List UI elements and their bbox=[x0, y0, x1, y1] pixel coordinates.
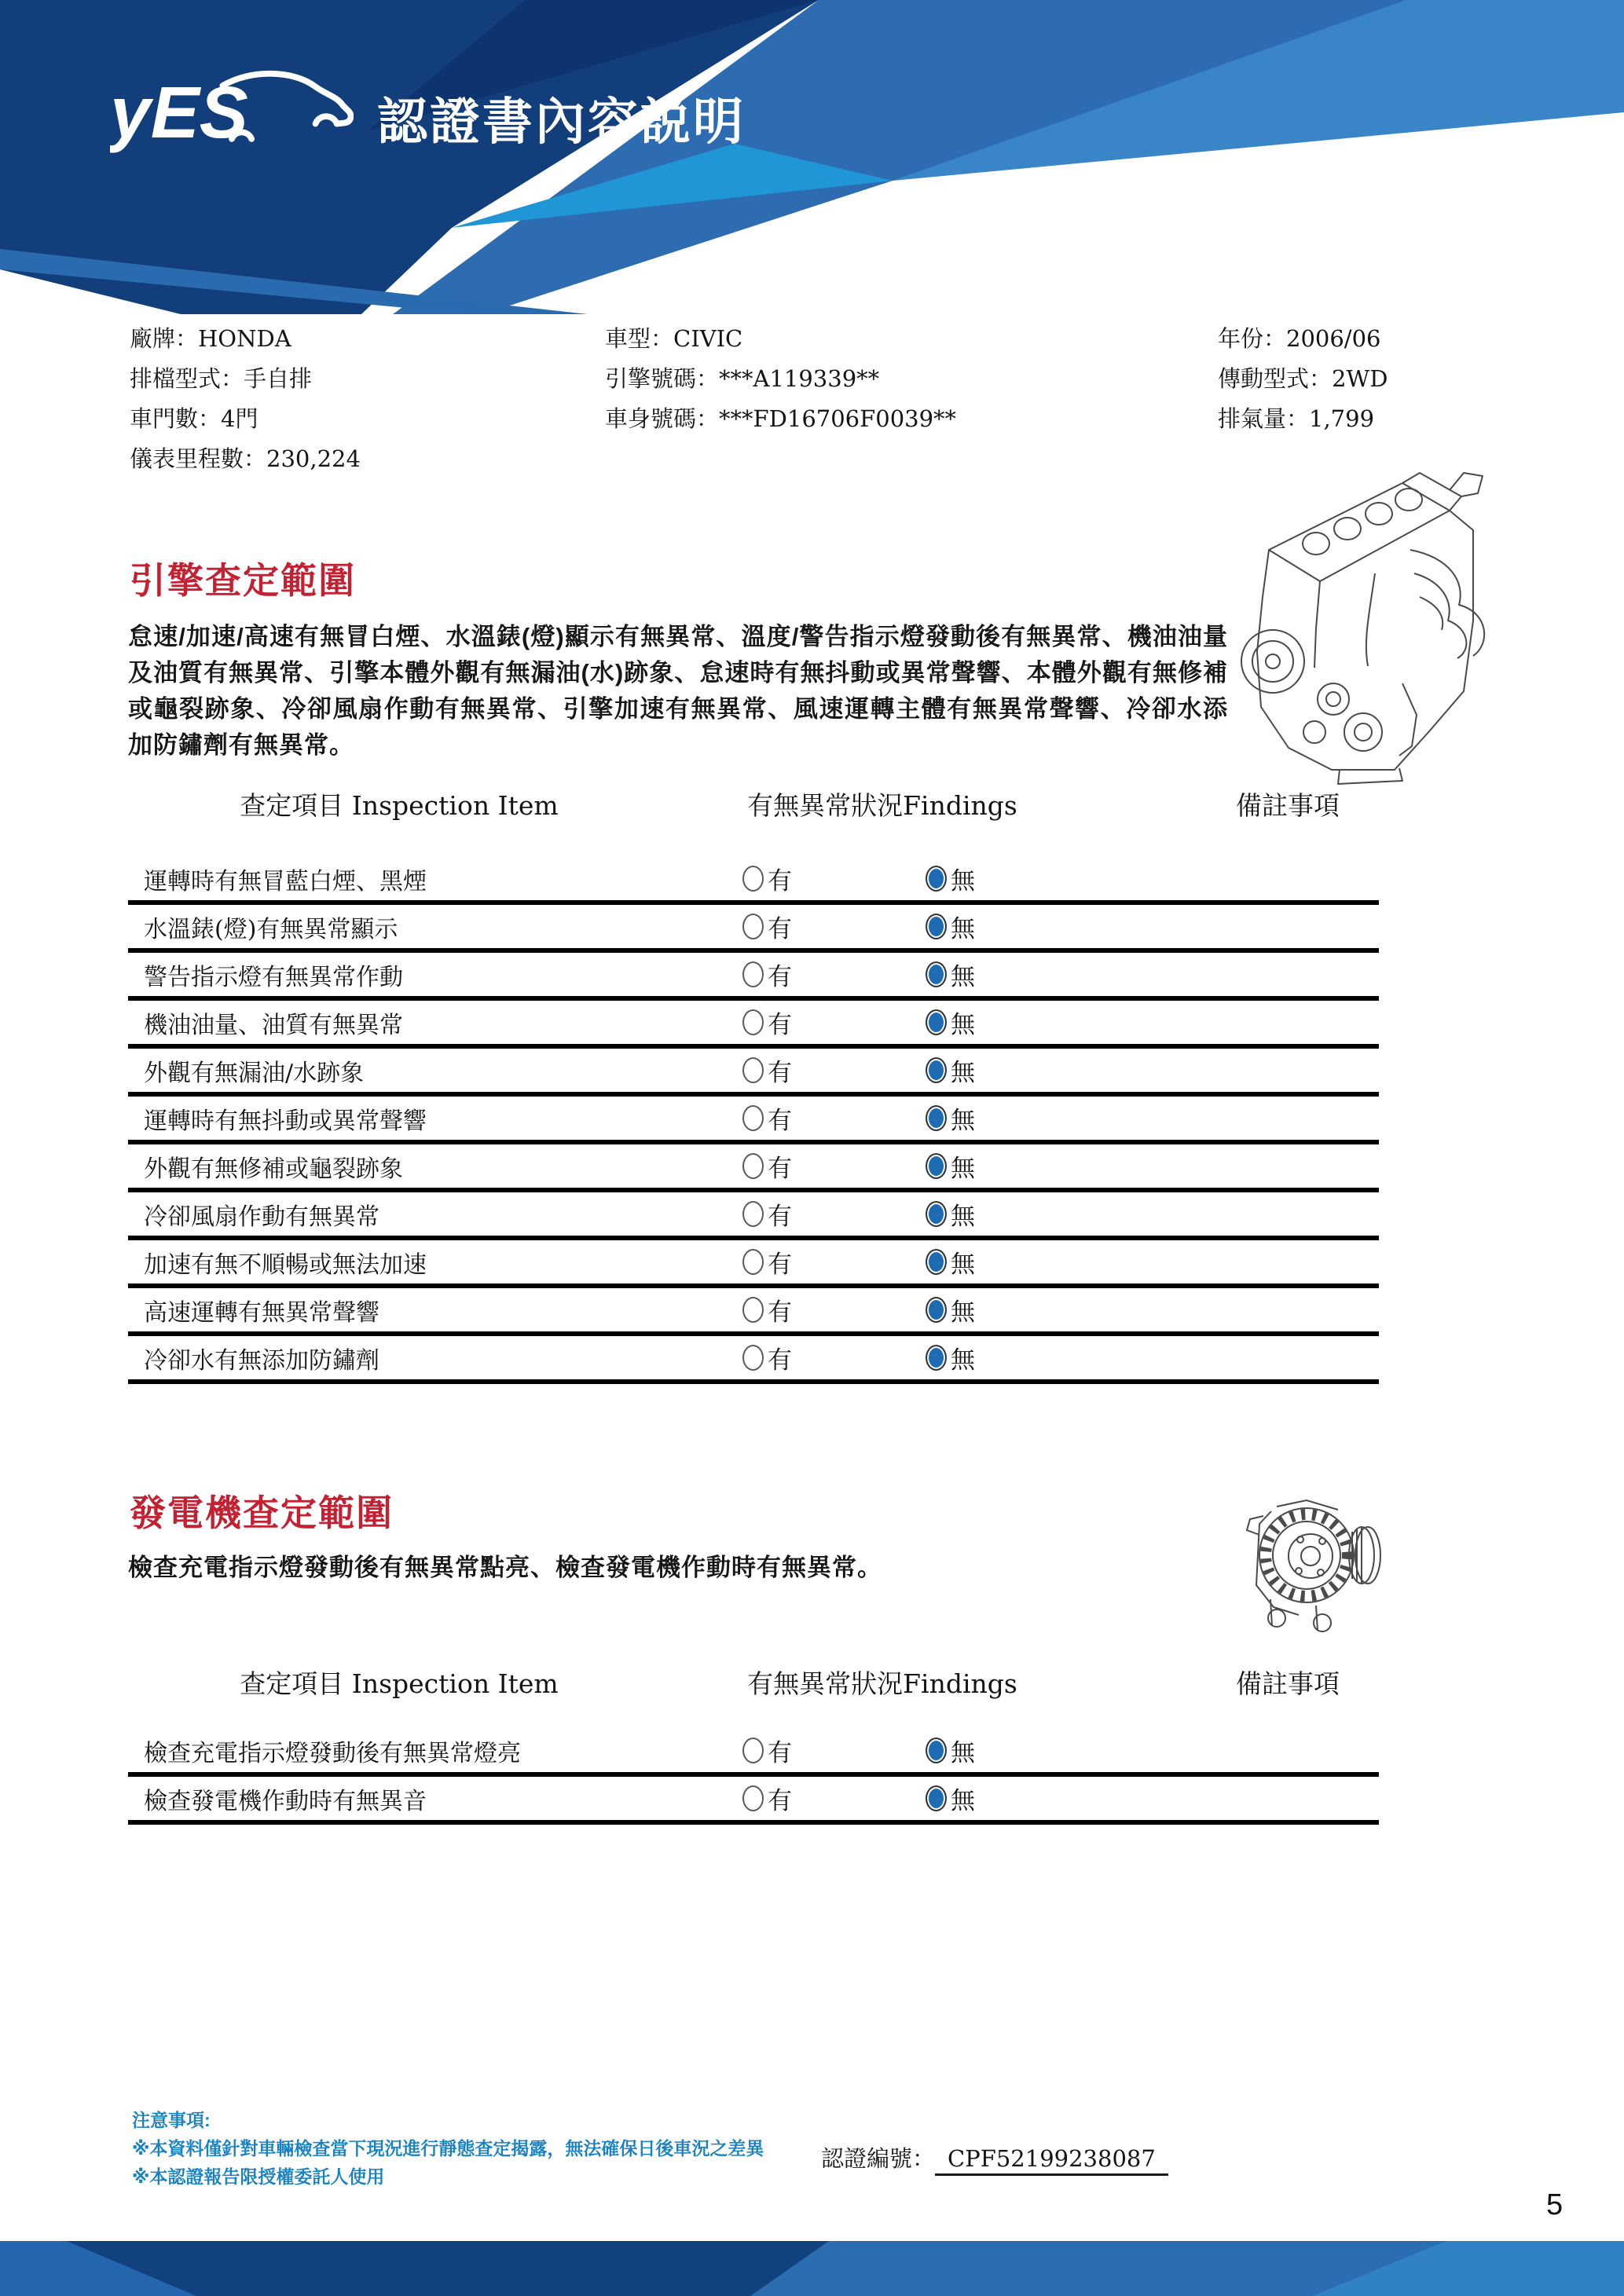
radio-unselected-icon bbox=[742, 866, 764, 892]
engine-table-body bbox=[128, 857, 1379, 1384]
inspection-row bbox=[128, 1288, 1379, 1336]
inspection-row bbox=[128, 1336, 1379, 1384]
engine-inspection-table bbox=[128, 785, 1379, 1384]
footer-band-graphic bbox=[0, 2241, 1624, 2296]
radio-label: 無 bbox=[951, 1251, 975, 1279]
page-title: 認證書內容説明 bbox=[377, 93, 746, 150]
table-header-row bbox=[128, 1664, 1379, 1701]
radio-yes-option[interactable] bbox=[742, 1049, 792, 1092]
radio-label: 無 bbox=[951, 963, 975, 991]
vehicle-engine-number: 引擎號碼：***A119339** bbox=[605, 365, 880, 392]
radio-no-option[interactable] bbox=[926, 1777, 975, 1820]
radio-unselected-icon bbox=[742, 1105, 764, 1131]
radio-label: 有 bbox=[768, 867, 792, 895]
radio-no-option[interactable] bbox=[926, 1240, 975, 1283]
vehicle-info-col3 bbox=[1218, 319, 1388, 439]
inspection-row bbox=[128, 905, 1379, 953]
radio-label: 無 bbox=[951, 915, 975, 943]
radio-yes-option[interactable] bbox=[742, 1777, 792, 1820]
generator-section-title: 發電機查定範圍 bbox=[130, 1492, 394, 1533]
footer-band bbox=[0, 2241, 1624, 2296]
radio-unselected-icon bbox=[742, 1738, 764, 1763]
radio-yes-option[interactable] bbox=[742, 953, 792, 996]
radio-selected-icon bbox=[926, 1785, 947, 1811]
header-inspection-item: 查定項目 Inspection Item bbox=[240, 790, 559, 821]
radio-no-option[interactable] bbox=[926, 1336, 975, 1379]
yes-logo bbox=[110, 63, 354, 153]
radio-selected-icon bbox=[926, 1249, 947, 1275]
yes-logo-icon bbox=[110, 63, 354, 154]
radio-yes-option[interactable] bbox=[742, 1240, 792, 1283]
header-background bbox=[0, 0, 1624, 314]
radio-yes-option[interactable] bbox=[742, 1144, 792, 1188]
inspection-item-label: 運轉時有無冒藍白煙、黑煙 bbox=[144, 867, 427, 895]
radio-label: 無 bbox=[951, 867, 975, 895]
radio-selected-icon bbox=[926, 961, 947, 987]
radio-unselected-icon bbox=[742, 1057, 764, 1083]
radio-label: 無 bbox=[951, 1107, 975, 1135]
certificate-number-field bbox=[821, 2141, 1168, 2176]
svg-text:yES: yES bbox=[110, 71, 248, 153]
inspection-item-label: 加速有無不順暢或無法加速 bbox=[144, 1251, 427, 1279]
header-inspection-item: 查定項目 Inspection Item bbox=[240, 1668, 559, 1699]
inspection-row bbox=[128, 857, 1379, 905]
radio-unselected-icon bbox=[742, 1785, 764, 1811]
radio-label: 有 bbox=[768, 1787, 792, 1815]
inspection-row bbox=[128, 1192, 1379, 1240]
radio-yes-option[interactable] bbox=[742, 1192, 792, 1236]
note-line: ※本認證報告限授權委託人使用 bbox=[132, 2166, 385, 2187]
inspection-item-label: 警告指示燈有無異常作動 bbox=[144, 963, 403, 991]
radio-no-option[interactable] bbox=[926, 905, 975, 948]
certificate-number-label: 認證編號： bbox=[821, 2145, 936, 2172]
inspection-row bbox=[128, 953, 1379, 1001]
inspection-item-label: 高速運轉有無異常聲響 bbox=[144, 1298, 379, 1327]
vehicle-odometer: 儀表里程數：230,224 bbox=[130, 445, 361, 472]
radio-label: 無 bbox=[951, 1203, 975, 1231]
radio-label: 無 bbox=[951, 1298, 975, 1327]
inspection-item-label: 冷卻水有無添加防鏽劑 bbox=[144, 1346, 379, 1375]
header-findings: 有無異常狀況Findings bbox=[747, 1668, 1017, 1699]
footer-notes bbox=[132, 2106, 764, 2191]
radio-unselected-icon bbox=[742, 961, 764, 987]
radio-label: 有 bbox=[768, 1298, 792, 1327]
radio-selected-icon bbox=[926, 1009, 947, 1035]
radio-selected-icon bbox=[926, 1105, 947, 1131]
inspection-item-label: 運轉時有無抖動或異常聲響 bbox=[144, 1107, 427, 1135]
page-number: 5 bbox=[1546, 2188, 1564, 2221]
inspection-row bbox=[128, 1729, 1379, 1777]
radio-label: 無 bbox=[951, 1346, 975, 1375]
radio-label: 無 bbox=[951, 1155, 975, 1183]
radio-selected-icon bbox=[926, 1738, 947, 1763]
inspection-item-label: 外觀有無漏油/水跡象 bbox=[144, 1059, 365, 1087]
radio-selected-icon bbox=[926, 1297, 947, 1323]
radio-label: 無 bbox=[951, 1787, 975, 1815]
inspection-row bbox=[128, 1049, 1379, 1097]
radio-label: 有 bbox=[768, 1059, 792, 1087]
radio-label: 有 bbox=[768, 1251, 792, 1279]
generator-section-description: 檢查充電指示燈發動後有無異常點亮、檢查發電機作動時有無異常。 bbox=[128, 1554, 882, 1581]
certificate-number-value: CPF52199238087 bbox=[935, 2145, 1168, 2176]
radio-label: 無 bbox=[951, 1011, 975, 1039]
radio-yes-option[interactable] bbox=[742, 857, 792, 900]
radio-yes-option[interactable] bbox=[742, 1729, 792, 1772]
radio-unselected-icon bbox=[742, 1249, 764, 1275]
radio-label: 有 bbox=[768, 1346, 792, 1375]
inspection-item-label: 冷卻風扇作動有無異常 bbox=[144, 1203, 379, 1231]
radio-label: 有 bbox=[768, 1011, 792, 1039]
radio-selected-icon bbox=[926, 1345, 947, 1371]
engine-section-description: 怠速/加速/高速有無冒白煙、水溫錶(燈)顯示有無異常、溫度/警告指示燈發動後有無異常、機油油量及油質有無異常、引擎本體外觀有無漏油(水)跡象、怠速時有無抖動或異常聲響、本體外觀有無修補或龜裂跡象、冷卻風扇作動有無異常、引擎加速有無異常、風速運轉主體有無異常聲響、冷卻水添加防鏽劑有無異常。 bbox=[128, 623, 1228, 759]
radio-label: 有 bbox=[768, 1203, 792, 1231]
radio-yes-option[interactable] bbox=[742, 905, 792, 948]
header-remarks: 備註事項 bbox=[1236, 1668, 1340, 1699]
radio-yes-option[interactable] bbox=[742, 1097, 792, 1140]
radio-selected-icon bbox=[926, 1153, 947, 1179]
radio-selected-icon bbox=[926, 914, 947, 939]
vehicle-year: 年份：2006/06 bbox=[1218, 325, 1381, 352]
radio-yes-option[interactable] bbox=[742, 1336, 792, 1379]
radio-no-option[interactable] bbox=[926, 1288, 975, 1331]
notes-title: 注意事項: bbox=[132, 2110, 211, 2130]
inspection-row bbox=[128, 1097, 1379, 1144]
radio-label: 有 bbox=[768, 1155, 792, 1183]
header-remarks: 備註事項 bbox=[1236, 790, 1340, 821]
vehicle-brand: 廠牌：HONDA bbox=[130, 325, 291, 352]
inspection-item-label: 檢查發電機作動時有無異音 bbox=[144, 1787, 427, 1815]
page-header bbox=[0, 0, 1624, 314]
vehicle-info-col2 bbox=[605, 319, 956, 439]
radio-no-option[interactable] bbox=[926, 857, 975, 900]
radio-label: 無 bbox=[951, 1739, 975, 1767]
inspection-item-label: 機油油量、油質有無異常 bbox=[144, 1011, 403, 1039]
radio-no-option[interactable] bbox=[926, 953, 975, 996]
radio-no-option[interactable] bbox=[926, 1192, 975, 1236]
inspection-item-label: 檢查充電指示燈發動後有無異常燈亮 bbox=[144, 1739, 521, 1767]
radio-unselected-icon bbox=[742, 1297, 764, 1323]
radio-label: 無 bbox=[951, 1059, 975, 1087]
radio-yes-option[interactable] bbox=[742, 1001, 792, 1044]
inspection-item-label: 水溫錶(燈)有無異常顯示 bbox=[144, 915, 398, 943]
generator-table-body bbox=[128, 1729, 1379, 1825]
radio-unselected-icon bbox=[742, 1345, 764, 1371]
vehicle-door-count: 車門數：4門 bbox=[130, 405, 258, 432]
radio-selected-icon bbox=[926, 866, 947, 892]
vehicle-model: 車型：CIVIC bbox=[605, 325, 743, 352]
header-findings: 有無異常狀況Findings bbox=[747, 790, 1017, 821]
radio-no-option[interactable] bbox=[926, 1144, 975, 1188]
table-header-row bbox=[128, 785, 1379, 822]
vehicle-body-number: 車身號碼：***FD16706F0039** bbox=[605, 405, 957, 432]
radio-no-option[interactable] bbox=[926, 1001, 975, 1044]
radio-unselected-icon bbox=[742, 914, 764, 939]
vehicle-displacement: 排氣量：1,799 bbox=[1218, 405, 1375, 432]
vehicle-transmission-type: 排檔型式：手自排 bbox=[130, 365, 313, 392]
note-line: ※本資料僅針對車輛檢查當下現況進行靜態查定揭露，無法確保日後車況之差異 bbox=[132, 2138, 764, 2159]
radio-yes-option[interactable] bbox=[742, 1288, 792, 1331]
radio-unselected-icon bbox=[742, 1153, 764, 1179]
inspection-row bbox=[128, 1001, 1379, 1049]
radio-selected-icon bbox=[926, 1057, 947, 1083]
radio-selected-icon bbox=[926, 1201, 947, 1227]
radio-unselected-icon bbox=[742, 1201, 764, 1227]
radio-label: 有 bbox=[768, 963, 792, 991]
radio-label: 有 bbox=[768, 1107, 792, 1135]
radio-label: 有 bbox=[768, 915, 792, 943]
engine-section-title: 引擎查定範圍 bbox=[130, 560, 356, 601]
vehicle-info-col1 bbox=[130, 319, 361, 479]
vehicle-drive-type: 傳動型式：2WD bbox=[1218, 365, 1388, 392]
inspection-row bbox=[128, 1240, 1379, 1288]
radio-unselected-icon bbox=[742, 1009, 764, 1035]
engine-illustration bbox=[1214, 456, 1505, 785]
inspection-row bbox=[128, 1777, 1379, 1825]
inspection-item-label: 外觀有無修補或龜裂跡象 bbox=[144, 1155, 403, 1183]
radio-no-option[interactable] bbox=[926, 1049, 975, 1092]
radio-no-option[interactable] bbox=[926, 1729, 975, 1772]
inspection-row bbox=[128, 1144, 1379, 1192]
radio-no-option[interactable] bbox=[926, 1097, 975, 1140]
generator-inspection-table bbox=[128, 1664, 1379, 1825]
radio-label: 有 bbox=[768, 1739, 792, 1767]
